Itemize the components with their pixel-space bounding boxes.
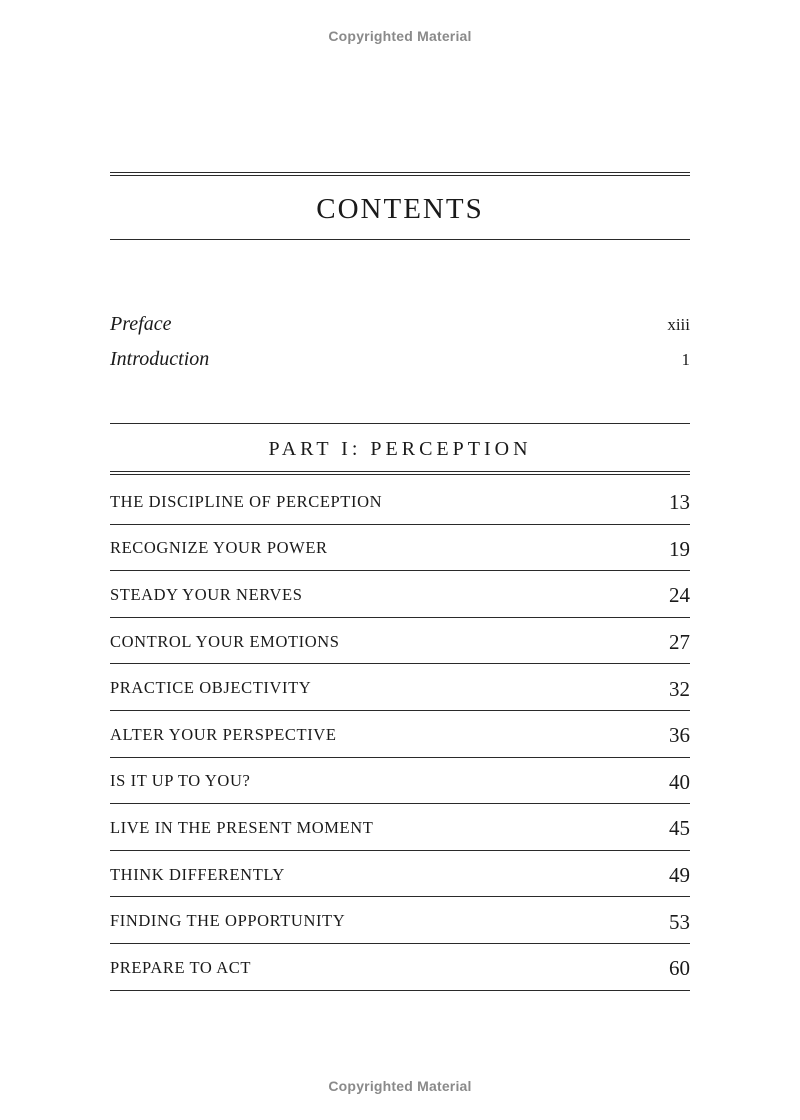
chapter-page: 40 xyxy=(669,769,690,794)
chapter-title: FINDING THE OPPORTUNITY xyxy=(110,911,346,931)
chapter-page: 13 xyxy=(669,490,690,515)
toc-chapter-row[interactable] xyxy=(110,804,690,851)
toc-entry-page: xiii xyxy=(667,315,690,334)
toc-chapter-row[interactable] xyxy=(110,758,690,805)
chapter-title: THE DISCIPLINE OF PERCEPTION xyxy=(110,491,383,511)
chapter-title: PRACTICE OBJECTIVITY xyxy=(110,678,312,698)
chapter-title: ALTER YOUR PERSPECTIVE xyxy=(110,724,337,744)
chapter-page: 60 xyxy=(669,956,690,981)
toc-chapter-row[interactable] xyxy=(110,525,690,572)
chapter-page: 36 xyxy=(669,723,690,748)
chapter-page: 19 xyxy=(669,536,690,561)
contents-top-double-rule xyxy=(110,172,690,176)
toc-entry-title: Preface xyxy=(110,313,172,335)
part-top-rule xyxy=(110,423,690,424)
toc-chapter-row[interactable] xyxy=(110,851,690,898)
toc-chapter-row[interactable] xyxy=(110,664,690,711)
chapter-title: LIVE IN THE PRESENT MOMENT xyxy=(110,817,374,837)
chapter-page: 45 xyxy=(669,816,690,841)
chapter-page: 27 xyxy=(669,630,690,655)
toc-entry-page: 1 xyxy=(681,350,690,369)
toc-entry-title: Introduction xyxy=(110,348,210,370)
toc-entry-introduction[interactable] xyxy=(110,348,690,374)
toc-chapter-row[interactable] xyxy=(110,944,690,991)
copyright-watermark-bottom: Copyrighted Material xyxy=(328,1078,472,1094)
chapter-title: PREPARE TO ACT xyxy=(110,957,252,977)
contents-heading: CONTENTS xyxy=(316,193,484,225)
part-bottom-double-rule xyxy=(110,471,690,475)
toc-chapter-row[interactable] xyxy=(110,618,690,665)
contents-bottom-rule xyxy=(110,239,690,240)
chapter-title: THINK DIFFERENTLY xyxy=(110,864,285,884)
copyright-watermark-top: Copyrighted Material xyxy=(328,28,472,44)
toc-chapter-row[interactable] xyxy=(110,478,690,525)
toc-chapter-row[interactable] xyxy=(110,897,690,944)
toc-entry-preface[interactable] xyxy=(110,313,690,339)
toc-chapter-row[interactable] xyxy=(110,571,690,618)
chapter-page: 32 xyxy=(669,676,690,701)
chapter-title: IS IT UP TO YOU? xyxy=(110,771,251,791)
part-heading: PART I: PERCEPTION xyxy=(268,438,532,460)
chapter-title: RECOGNIZE YOUR POWER xyxy=(110,538,328,558)
chapter-page: 49 xyxy=(669,863,690,888)
toc-chapter-row[interactable] xyxy=(110,711,690,758)
chapter-list xyxy=(110,478,690,991)
chapter-title: STEADY YOUR NERVES xyxy=(110,584,303,604)
chapter-page: 53 xyxy=(669,909,690,934)
chapter-title: CONTROL YOUR EMOTIONS xyxy=(110,631,340,651)
chapter-page: 24 xyxy=(669,583,690,608)
